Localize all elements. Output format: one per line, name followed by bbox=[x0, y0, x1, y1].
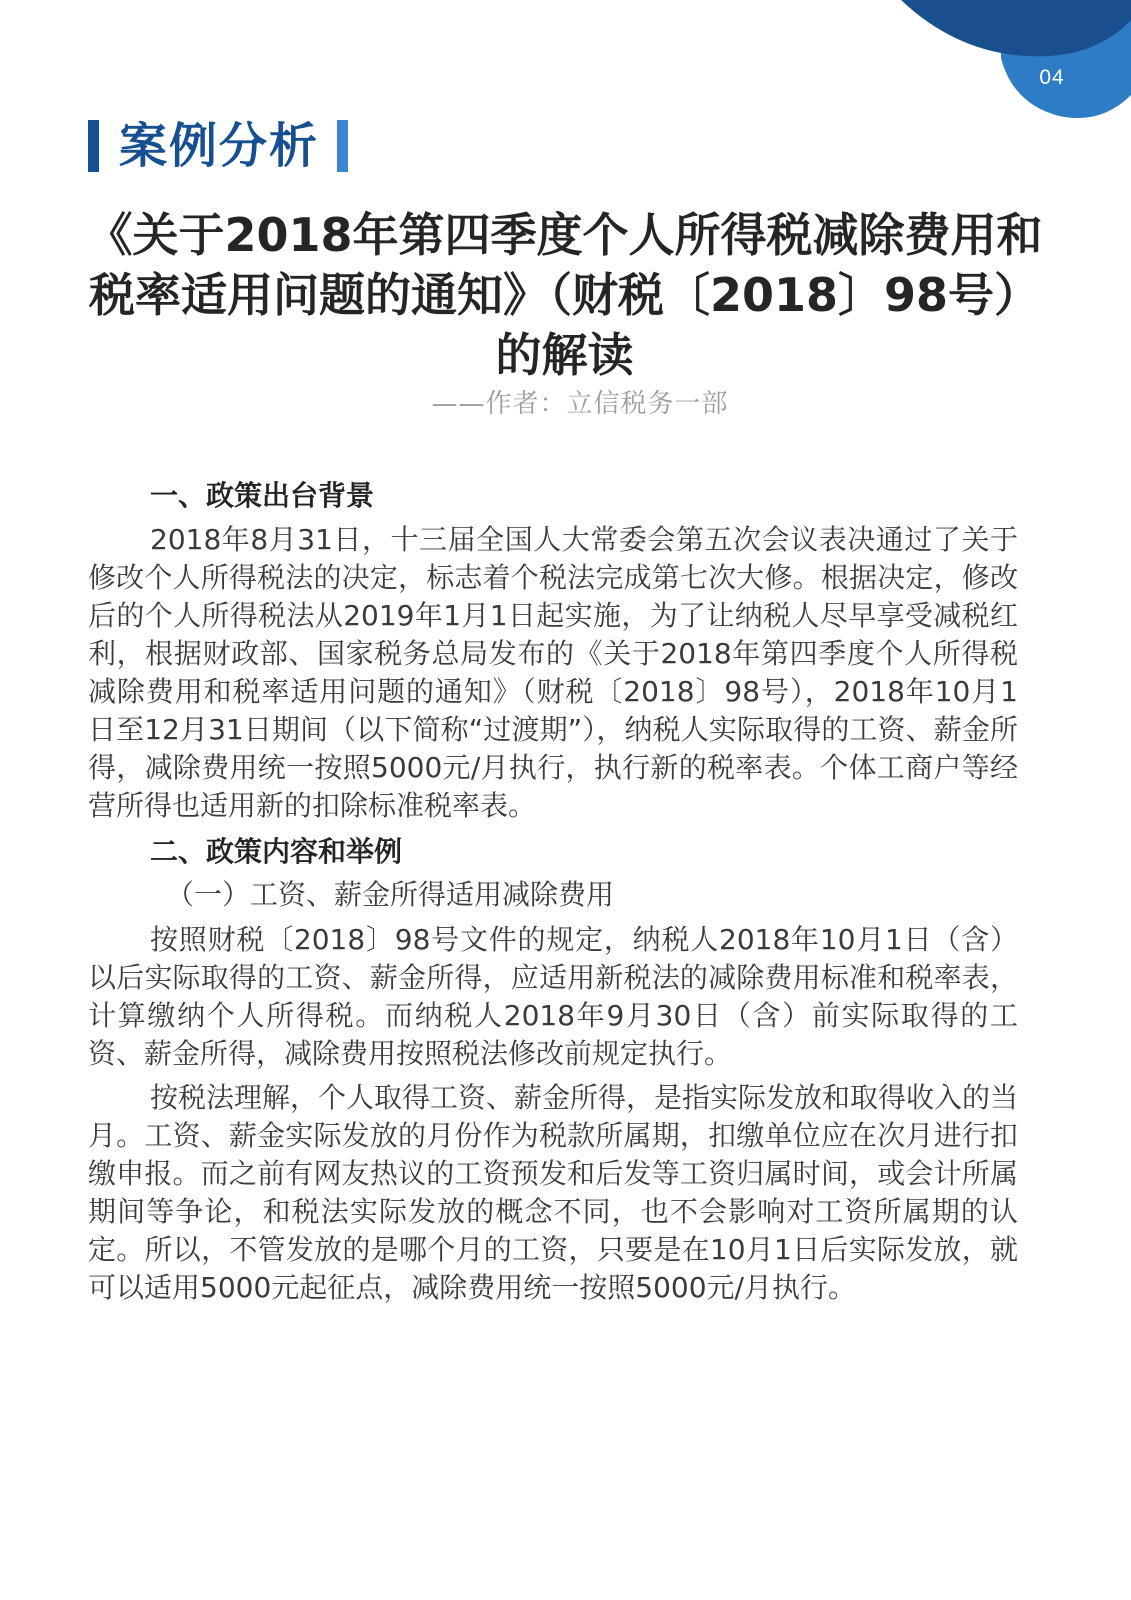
paragraph-rule: 按照财税〔2018〕98号文件的规定，纳税人2018年10月1日（含）以后实际取得的工资、薪金所得，应适用新税法的减除费用标准和税率表，计算缴纳个人所得税。而纳税人2018年9月30日（含）前实际取得的工资、薪金所得，减除费用按照税法修改前规定执行。 bbox=[88, 923, 1018, 1070]
section-heading-background: 一、政策出台背景 bbox=[150, 479, 375, 512]
section-tag bbox=[88, 118, 348, 174]
tag-bar-right bbox=[337, 120, 348, 172]
tag-bar-left bbox=[88, 120, 99, 172]
section-tag-label: 案例分析 bbox=[119, 118, 320, 174]
subsection-heading-wages: （一）工资、薪金所得适用减除费用 bbox=[166, 878, 615, 911]
corner-decoration bbox=[901, 0, 1131, 130]
author-byline: ——作者：立信税务一部 bbox=[431, 389, 729, 419]
article-title: 《关于2018年第四季度个人所得税减除费用和税率适用问题的通知》（财税〔2018〕98号）的解读 bbox=[86, 208, 1043, 382]
section-heading-content: 二、政策内容和举例 bbox=[150, 835, 403, 868]
paragraph-interpretation: 按税法理解，个人取得工资、薪金所得，是指实际发放和取得收入的当月。工资、薪金实际发放的月份作为税款所属期，扣缴单位应在次月进行扣缴申报。而之前有网友热议的工资预发和后发等工资归属时间，或会计所属期间等争论，和税法实际发放的概念不同，也不会影响对工资所属期的认定。所以，不管发放的是哪个月的工资，只要是在10月1日后实际发放，就可以适用5000元起征点，减除费用统一按照5000元/月执行。 bbox=[88, 1081, 1019, 1304]
paragraph-background: 2018年8月31日，十三届全国人大常委会第五次会议表决通过了关于修改个人所得税法的决定，标志着个税法完成第七次大修。根据决定，修改后的个人所得税法从2019年1月1日起实施，为了让纳税人尽早享受减税红利，根据财政部、国家税务总局发布的《关于2018年第四季度个人所得税减除费用和税率适用问题的通知》（财税〔2018〕98号），2018年10月1日至12月31日期间（以下简称“过渡期”），纳税人实际取得的工资、薪金所得，减除费用统一按照5000元/月执行，执行新的税率表。个体工商户等经营所得也适用新的扣除标准税率表。 bbox=[88, 523, 1018, 822]
article-body bbox=[88, 475, 1018, 1313]
page-number: 04 bbox=[1039, 66, 1065, 89]
